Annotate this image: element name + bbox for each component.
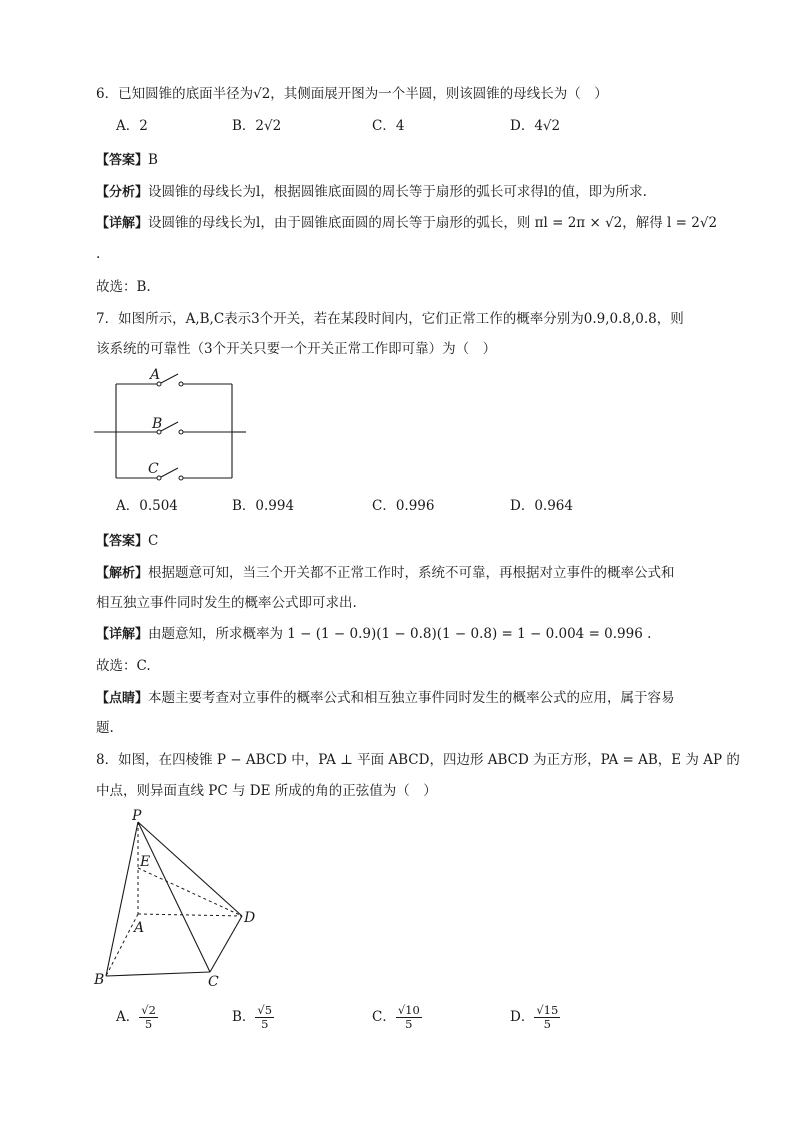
q7-comment-line2: 题. xyxy=(96,720,114,736)
q8-option-c-numerator: √10 xyxy=(397,1003,420,1017)
q8-option-b-fraction xyxy=(255,1004,274,1031)
q7-option-b: B．0.994 xyxy=(232,498,295,514)
vertex-label-d: D xyxy=(244,910,256,926)
q7-stem-line1: 7．如图所示，A,B,C表示3个开关，若在某段时间内，它们正常工作的概率分别为0.9,0.8,0.8，则 xyxy=(96,311,684,327)
q8-option-d-letter: D． xyxy=(510,1009,535,1025)
vertex-label-c: C xyxy=(208,974,219,990)
q7-option-a: A．0.504 xyxy=(116,498,178,514)
q8-option-a-numerator: √2 xyxy=(141,1003,156,1017)
q8-option-a-denominator: 5 xyxy=(144,1017,153,1031)
q6-analysis-tag: 【分析】 xyxy=(96,185,149,200)
q6-stem: 6．已知圆锥的底面半径为√2，其侧面展开图为一个半圆，则该圆锥的母线长为（ ） xyxy=(96,86,608,102)
q7-detail-row xyxy=(96,624,651,645)
q6-choose: 故选：B. xyxy=(96,279,151,295)
q7-analysis-row xyxy=(96,563,675,584)
q6-detail: 设圆锥的母线长为l，由于圆锥底面圆的周长等于扇形的弧长，则 πl = 2π × √2，解得 l = 2√2 xyxy=(148,215,718,231)
q8-option-c-denominator: 5 xyxy=(405,1017,413,1031)
q6-detail-row xyxy=(96,213,717,234)
q8-option-b-denominator: 5 xyxy=(261,1017,269,1031)
q8-option-d-denominator: 5 xyxy=(543,1017,551,1031)
switch-label-c: C xyxy=(148,461,159,477)
q7-choose: 故选：C. xyxy=(96,658,151,674)
q6-option-a: A．2 xyxy=(116,118,148,134)
q8-option-d xyxy=(510,1004,560,1031)
switch-label-b: B xyxy=(152,416,163,432)
q8-option-d-numerator: √15 xyxy=(536,1003,559,1017)
q6-detail-tag: 【详解】 xyxy=(96,216,149,231)
q7-analysis-line1: 根据题意可知，当三个开关都不正常工作时，系统不可靠，再根据对立事件的概率公式和 xyxy=(148,565,675,581)
q7-answer-row xyxy=(96,531,158,552)
pyramid-figure xyxy=(90,806,270,992)
q7-comment-tag: 【点睛】 xyxy=(96,691,149,706)
q6-answer-row xyxy=(96,150,158,171)
q7-comment-line1: 本题主要考查对立事件的概率公式和相互独立事件同时发生的概率公式的应用，属于容易 xyxy=(148,690,675,706)
q7-detail-tag: 【详解】 xyxy=(96,627,149,642)
q7-analysis-line2: 相互独立事件同时发生的概率公式即可求出. xyxy=(96,595,357,611)
q8-stem-line2: 中点，则异面直线 PC 与 DE 所成的角的正弦值为（ ） xyxy=(96,783,437,799)
q8-option-c-fraction xyxy=(396,1004,422,1031)
q7-comment-row xyxy=(96,688,675,709)
q7-option-d: D．0.964 xyxy=(510,498,573,514)
vertex-label-b: B xyxy=(94,972,105,988)
q8-option-a-fraction xyxy=(139,1004,158,1031)
q6-option-d: D．4√2 xyxy=(510,118,561,134)
q8-option-c-letter: C． xyxy=(372,1009,396,1025)
q7-stem-line2: 该系统的可靠性（3个开关只要一个开关正常工作即可靠）为（ ） xyxy=(96,341,497,357)
switch-label-a: A xyxy=(150,367,161,383)
vertex-label-e: E xyxy=(140,854,151,870)
q7-detail: 由题意知，所求概率为 1 − (1 − 0.9)(1 − 0.8)(1 − 0.8) = 1 − 0.004 = 0.996 . xyxy=(148,626,652,642)
q7-analysis-tag: 【解析】 xyxy=(96,566,149,581)
q6-analysis-row xyxy=(96,182,647,203)
q8-stem-line1: 8．如图，在四棱锥 P − ABCD 中，PA ⊥ 平面 ABCD，四边形 ABCD 为正方形，PA = AB，E 为 AP 的 xyxy=(96,752,740,768)
q6-detail-tail: . xyxy=(96,246,101,262)
q6-answer-tag: 【答案】 xyxy=(96,153,149,168)
q8-option-b-numerator: √5 xyxy=(257,1003,273,1017)
q7-answer: C xyxy=(148,533,159,549)
q8-option-b xyxy=(232,1004,274,1031)
q6-option-b: B．2√2 xyxy=(232,118,282,134)
q7-option-c: C．0.996 xyxy=(372,498,435,514)
q8-option-b-letter: B． xyxy=(232,1009,256,1025)
q7-answer-tag: 【答案】 xyxy=(96,534,149,549)
q6-option-c: C．4 xyxy=(372,118,405,134)
q6-answer: B xyxy=(148,152,158,168)
q8-option-a xyxy=(116,1004,158,1031)
q8-option-d-fraction xyxy=(534,1004,560,1031)
switch-circuit-diagram xyxy=(94,362,254,488)
q6-analysis: 设圆锥的母线长为l，根据圆锥底面圆的周长等于扇形的弧长可求得l的值，即为所求. xyxy=(148,184,647,200)
vertex-label-a: A xyxy=(134,920,145,936)
q8-option-a-letter: A． xyxy=(116,1009,140,1025)
vertex-label-p: P xyxy=(132,808,142,824)
q8-option-c xyxy=(372,1004,422,1031)
